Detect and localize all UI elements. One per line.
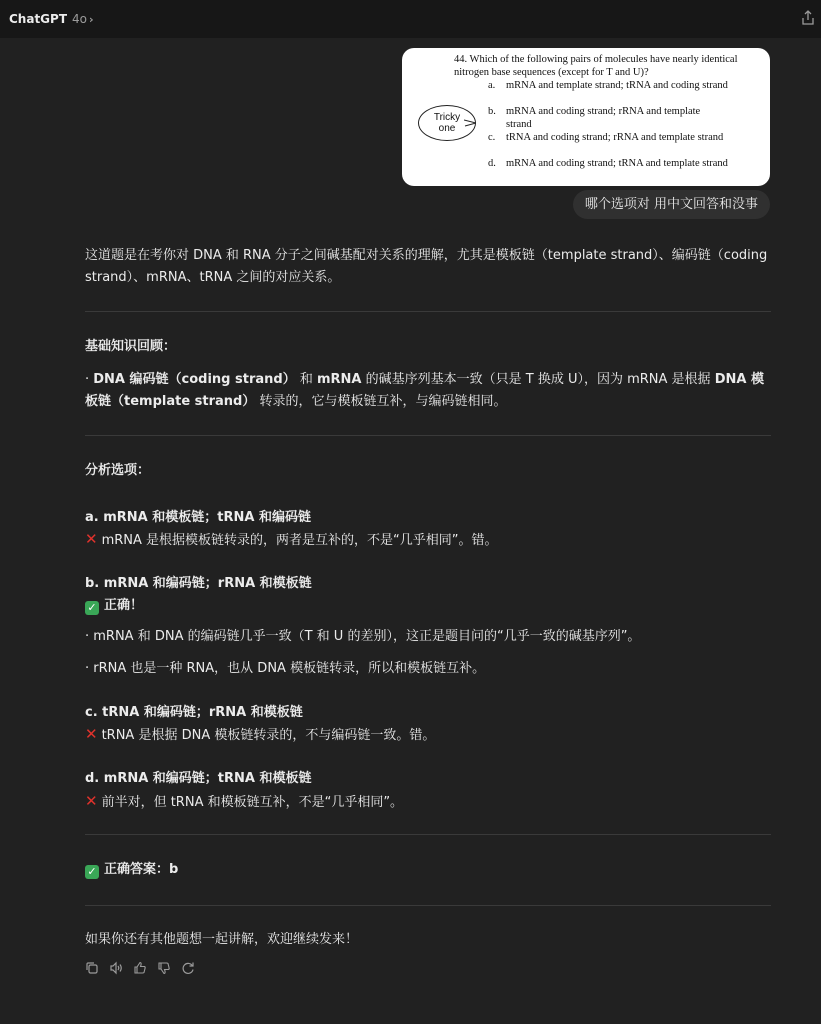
analysis-heading: 分析选项： — [85, 463, 151, 478]
copy-icon[interactable] — [85, 960, 99, 974]
speech-bubble-tail — [464, 118, 476, 128]
app-name: ChatGPT — [9, 12, 68, 26]
divider — [85, 435, 771, 436]
basics-paragraph: · DNA 编码链（coding strand） 和 mRNA 的碱基序列基本一致（只是 T 换成 U），因为 mRNA 是根据 DNA 模板链（template strand） 转录的，它与模板链互补，与编码链相同。 — [85, 372, 764, 409]
speech-bubble: Tricky one — [418, 105, 476, 141]
cross-icon: ✕ — [85, 792, 98, 810]
option-d: d. mRNA and coding strand; tRNA and template strand — [488, 158, 728, 169]
option-b-verdict: ✓ 正确！ — [85, 596, 143, 616]
option-c-heading: c. tRNA 和编码链；rRNA 和模板链 — [85, 705, 303, 720]
chevron-right-icon: › — [89, 12, 94, 26]
share-icon[interactable] — [801, 10, 815, 26]
cross-icon: ✕ — [85, 530, 98, 548]
thumbs-down-icon[interactable] — [157, 960, 171, 974]
model-name: 4o — [72, 12, 87, 26]
answer-line: ✓ 正确答案：b — [85, 860, 178, 880]
option-b-bullet: · rRNA 也是一种 RNA，也从 DNA 模板链转录，所以和模板链互补。 — [85, 661, 486, 676]
option-a-note: ✕ mRNA 是根据模板链转录的，两者是互补的，不是“几乎相同”。错。 — [85, 530, 498, 548]
option-b: b. mRNA and coding strand; rRNA and template strand — [488, 106, 701, 130]
check-icon: ✓ — [85, 865, 99, 879]
speaker-icon[interactable] — [109, 960, 123, 974]
option-c: c. tRNA and coding strand; rRNA and template strand — [488, 132, 724, 143]
divider — [85, 834, 771, 835]
regenerate-icon[interactable] — [181, 960, 195, 974]
option-b-bullet: · mRNA 和 DNA 的编码链几乎一致（T 和 U 的差别），这正是题目问的“几乎一致的碱基序列”。 — [85, 629, 641, 644]
divider — [85, 905, 771, 906]
cropped-line — [542, 48, 642, 51]
uploaded-question-image[interactable] — [402, 48, 770, 186]
top-bar — [0, 0, 821, 38]
user-message: 哪个选项对 用中文回答和没事 — [573, 190, 770, 219]
question-text: 44. Which of the following pairs of molecules have nearly identical nitrogen base sequences (except for T and U)? — [454, 54, 738, 78]
option-a-heading: a. mRNA 和模板链；tRNA 和编码链 — [85, 510, 311, 525]
outro-line: 如果你还有其他题想一起讲解，欢迎继续发来！ — [85, 932, 359, 947]
check-icon: ✓ — [85, 601, 99, 615]
intro-paragraph: 这道题是在考你对 DNA 和 RNA 分子之间碱基配对关系的理解，尤其是模板链（template strand）、编码链（coding strand）、mRNA、tRNA 之间的对应关系。 — [85, 248, 768, 285]
option-a: a. mRNA and template strand; tRNA and coding strand — [488, 80, 728, 91]
model-selector[interactable] — [9, 12, 94, 26]
option-b-heading: b. mRNA 和编码链；rRNA 和模板链 — [85, 576, 312, 591]
option-d-note: ✕ 前半对，但 tRNA 和模板链互补，不是“几乎相同”。 — [85, 792, 404, 810]
divider — [85, 311, 771, 312]
option-d-heading: d. mRNA 和编码链；tRNA 和模板链 — [85, 771, 312, 786]
message-actions — [85, 960, 195, 974]
cross-icon: ✕ — [85, 725, 98, 743]
basics-heading: 基础知识回顾： — [85, 339, 177, 354]
thumbs-up-icon[interactable] — [133, 960, 147, 974]
option-c-note: ✕ tRNA 是根据 DNA 模板链转录的，不与编码链一致。错。 — [85, 725, 436, 743]
